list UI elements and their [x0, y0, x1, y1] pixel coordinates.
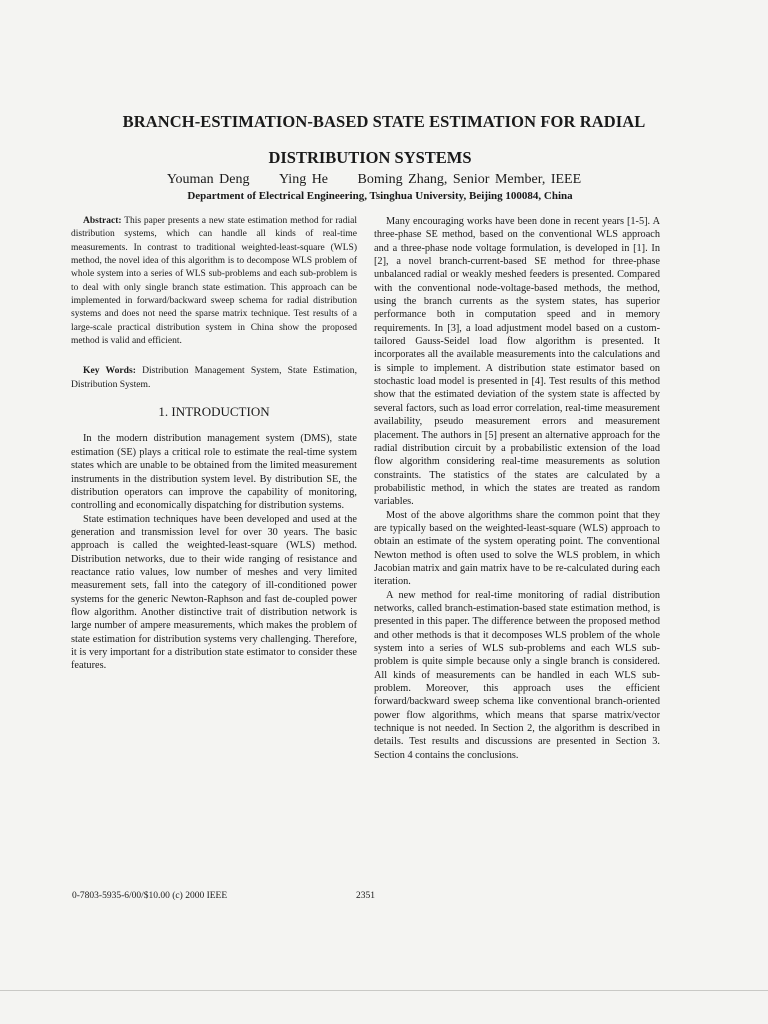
keywords-label: Key Words: [83, 365, 136, 377]
author-2: Ying He [278, 172, 329, 187]
intro-paragraph-1: In the modern distribution management system (DMS), state estimation (SE) plays a critical role to estimate the real-time system states which are unable to be obtained from the limited measurement instruments in the distribution system level. By distribution SE, the distribution operators can improve the capability of monitoring, controlling and economically dispatching for distribution systems. [71, 433, 357, 512]
copyright-notice: 0-7803-5935-6/00/$10.00 (c) 2000 IEEE [72, 891, 228, 901]
intro-paragraph-2: State estimation techniques have been developed and used at the generation and transmission level for over 30 years. The basic approach is called the weighted-least-square (WLS) method. Distribution networks, due to their wide ranging of resistance and reactance ratio values, low number of meshes and very limited measurement sets, fall into the category of ill-conditioned power systems for the generic Newton-Raphson and fast de-coupled power flow algorithm. Another distinctive trait of distribution network is large number of ampere measurements, which makes the problem of state estimation for distribution systems very challenging. Therefore, it is very important for a distribution state estimator to consider these features. [71, 513, 357, 672]
introduction-body [71, 432, 357, 672]
left-column [71, 215, 357, 673]
keywords-text: Distribution Management System, State Estimation, Distribution System. [71, 365, 357, 390]
abstract [71, 215, 357, 348]
section-heading-introduction: 1. INTRODUCTION [158, 404, 270, 420]
author-3: Boming Zhang, Senior Member, IEEE [357, 172, 582, 187]
body-paragraph-1: Many encouraging works have been done in recent years [1-5]. A three-phase SE method, based on the conventional WLS approach and a three-phase node voltage formulation, is developed in [1]. In [2], a novel branch-current-based SE method for three-phase unbalanced radial or weakly meshed feeders is presented. Compared with the conventional node-voltage-based methods, the method, using the branch currents as the system states, has superior performance both in computation speed and in memory requirements. In [3], a load adjustment model based on a custom-tailored Gauss-Seidel load flow algorithm is presented. It incorporates all the available measurements into the calculations and is simple to implement. A distribution state estimator based on stochastic load model is presented in [4]. Test results of this method show that the estimated deviation of the system state is affected by several factors, such as load error correlation, real-time measurement availability, pseudo measurement errors and measurement placement. The authors in [5] present an alternative approach for the radial distribution circuit by a probabilistic extension of the load flow algorithm considering real-time measurements as solution constraints. The statistics of the states are calculated by a probabilistic method, in which the states are treated as random variables. [374, 216, 660, 508]
paper-title-line-2: DISTRIBUTION SYSTEMS [268, 148, 472, 167]
keywords [71, 364, 357, 391]
author-list [0, 172, 748, 188]
abstract-text: This paper presents a new state estimation method for radial distribution systems, which can handle all kinds of real-time measurements. In contrast to traditional weighted-least-square (WLS) method, the novel idea of this algorithm is to decompose WLS problem of whole system into a series of WLS sub-problems and each sub-problem is to deal with only single branch state estimation. This approach can be implemented in forward/backward sweep schema for radial distribution systems and does not need the sparse matrix technique. Test results of a large-scale practical distribution system in China show the proposed method is valid and efficient. [71, 216, 357, 347]
scan-edge-divider [0, 990, 768, 991]
page-number: 2351 [356, 891, 375, 901]
right-column [374, 215, 660, 762]
abstract-label: Abstract: [83, 216, 122, 226]
affiliation: Department of Electrical Engineering, Tsinghua University, Beijing 100084, China [187, 190, 573, 202]
body-paragraph-3: A new method for real-time monitoring of radial distribution networks, called branch-estimation-based state estimation method, is presented in this paper. The difference between the proposed method and other methods is that it decomposes WLS problem of the whole system into a series of WLS sub-problems and each WLS sub-problem is quite simple because only a single branch is considered. All kinds of measurements can be handled in each WLS sub-problem. Moreover, this approach uses the efficient forward/backward sweep schema like conventional branch-oriented power flow algorithms, which means that sparse matrix/vector technique is not needed. In Section 2, the algorithm is described in details. Test results and discussions are presented in Section 3. Section 4 contains the conclusions. [374, 589, 660, 761]
author-1: Youman Deng [166, 172, 250, 187]
paper-title-line-1: BRANCH-ESTIMATION-BASED STATE ESTIMATION FOR RADIAL [122, 112, 646, 131]
body-paragraph-2: Most of the above algorithms share the common point that they are typically based on the weighted-least-square (WLS) approach to obtain an estimate of the system operating point. The conventional Newton method is often used to solve the WLS problem, in which Jacobian matrix and gain matrix have to be re-calculated during each iteration. [374, 509, 660, 588]
